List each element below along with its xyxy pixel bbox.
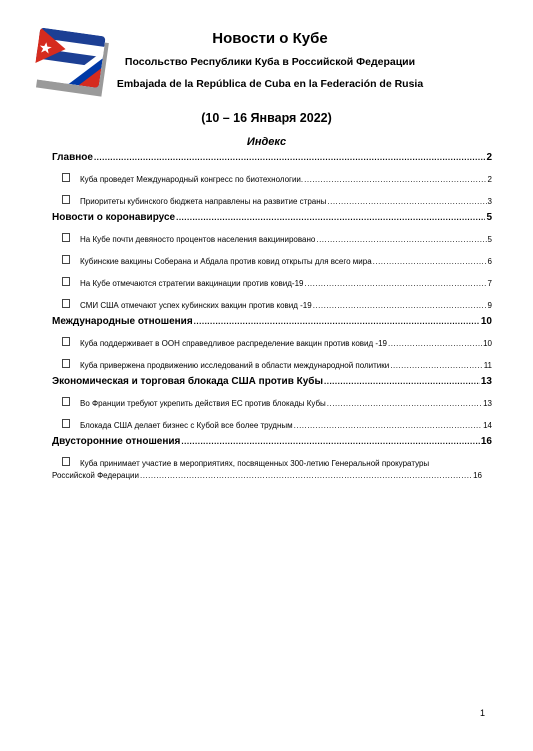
bullet-icon: [62, 277, 70, 286]
bullet-icon: [62, 419, 70, 428]
toc-leader: [390, 359, 482, 373]
bullet-icon: [62, 299, 70, 308]
toc-leader: [176, 211, 485, 225]
toc-item[interactable]: [52, 359, 492, 373]
toc-section-bilateral[interactable]: [52, 435, 492, 449]
toc-page: 16: [480, 436, 492, 447]
toc-page: 5: [487, 235, 492, 244]
toc-label: На Кубе почти девяносто процентов населения вакцинировано: [80, 235, 316, 244]
toc-label: Куба проведет Международный конгресс по биотехнологии.: [80, 175, 304, 184]
toc-page: 13: [480, 376, 492, 387]
toc-item[interactable]: [52, 233, 492, 247]
toc-page: 10: [483, 339, 492, 348]
toc-page: 6: [487, 257, 492, 266]
toc-page: 3: [487, 197, 492, 206]
toc-label: Международные отношения: [52, 316, 193, 327]
toc-label: Двусторонние отношения: [52, 436, 181, 447]
toc-leader: [324, 375, 480, 389]
toc-leader: [373, 255, 487, 269]
toc-page: 11: [483, 361, 492, 370]
bullet-icon: [62, 397, 70, 406]
toc-page: 5: [486, 212, 492, 223]
toc-leader: [140, 470, 472, 482]
subtitle-russian: Посольство Республики Куба в Российской Федерации: [124, 56, 416, 68]
toc-item[interactable]: [52, 173, 492, 187]
toc-label: Новости о коронавирусе: [52, 212, 176, 223]
toc-label: На Кубе отмечаются стратегии вакцинации против ковид-19: [80, 279, 304, 288]
toc-leader: [304, 277, 486, 291]
bullet-icon: [62, 457, 70, 466]
toc-section-coronavirus[interactable]: [52, 211, 492, 225]
toc-page: 9: [487, 301, 492, 310]
subtitle-spanish: Embajada de la República de Cuba en la Federación de Rusia: [116, 78, 424, 90]
toc-section-main[interactable]: [52, 151, 492, 165]
toc-section-blockade[interactable]: [52, 375, 492, 389]
toc-item[interactable]: [52, 195, 492, 209]
toc-label: Куба принимает участие в мероприятиях, посвященных 300-летию Генеральной прокуратуры: [80, 459, 430, 468]
toc-label-continued: Российской Федерации: [52, 471, 139, 480]
date-range: (10 – 16 Января 2022): [201, 111, 332, 125]
toc-label: Главное: [52, 152, 93, 163]
toc-label: Блокада США делает бизнес с Кубой все более трудным: [80, 421, 293, 430]
toc-item[interactable]: [52, 397, 492, 411]
toc-leader: [313, 299, 487, 313]
table-of-contents: [52, 149, 492, 482]
toc-leader: [304, 173, 486, 187]
toc-leader: [327, 397, 482, 411]
bullet-icon: [62, 359, 70, 368]
toc-leader: [388, 337, 482, 351]
toc-page: 10: [480, 316, 492, 327]
bullet-icon: [62, 195, 70, 204]
toc-leader: [194, 315, 480, 329]
toc-leader: [327, 195, 486, 209]
page-number: 1: [480, 708, 486, 718]
toc-page: 16: [473, 471, 482, 480]
document-title: Новости о Кубе: [212, 30, 328, 47]
bullet-icon: [62, 337, 70, 346]
toc-page: 7: [487, 279, 492, 288]
toc-item[interactable]: [52, 299, 492, 313]
toc-leader: [94, 151, 485, 165]
toc-page: 2: [487, 175, 492, 184]
toc-section-international[interactable]: [52, 315, 492, 329]
toc-leader: [294, 419, 482, 433]
toc-item[interactable]: [52, 419, 492, 433]
toc-item[interactable]: [52, 277, 492, 291]
toc-page: 13: [483, 399, 492, 408]
toc-label: Куба привержена продвижению исследований в области международной политики: [80, 361, 390, 370]
index-heading: Индекс: [246, 136, 287, 148]
toc-label: Куба поддерживает в ООН справедливое распределение вакцин против ковид -19: [80, 339, 387, 348]
toc-label: Экономическая и торговая блокада США против Кубы: [52, 376, 324, 387]
toc-item[interactable]: [52, 255, 492, 269]
toc-label: Во Франции требуют укрепить действия ЕС против блокады Кубы: [80, 399, 326, 408]
bullet-icon: [62, 233, 70, 242]
toc-label: Кубинские вакцины Соберана и Абдала против ковид открыты для всего мира: [80, 257, 372, 266]
bullet-icon: [62, 173, 70, 182]
toc-item[interactable]: [52, 337, 492, 351]
toc-item[interactable]: [52, 457, 492, 482]
toc-leader: [316, 233, 486, 247]
toc-leader: [181, 435, 479, 449]
bullet-icon: [62, 255, 70, 264]
toc-label: СМИ США отмечают успех кубинских вакцин против ковид -19: [80, 301, 312, 310]
toc-page: 14: [483, 421, 492, 430]
toc-page: 2: [486, 152, 492, 163]
toc-label: Приоритеты кубинского бюджета направлены на развитие страны: [80, 197, 327, 206]
